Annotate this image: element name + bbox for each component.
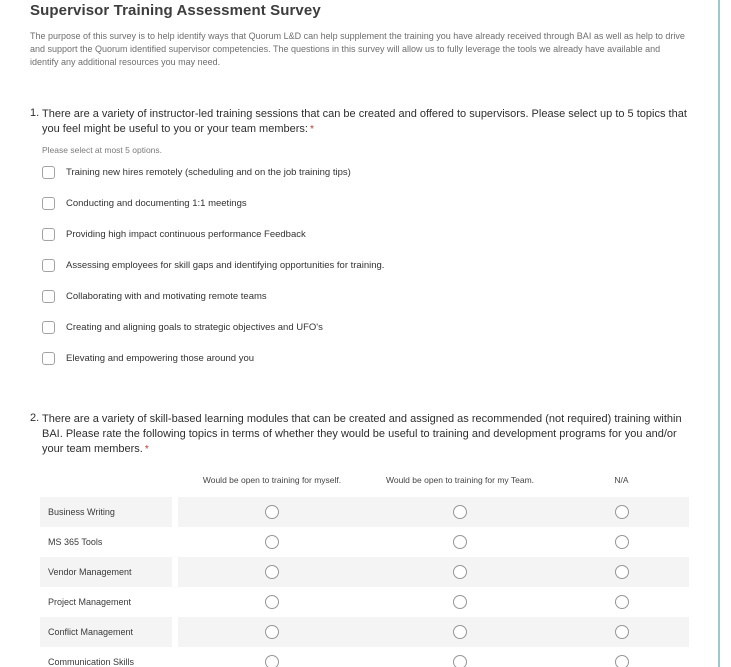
checkbox[interactable]	[42, 321, 55, 334]
radio-team[interactable]	[453, 505, 467, 519]
checkbox[interactable]	[42, 290, 55, 303]
radio-myself[interactable]	[265, 625, 279, 639]
checkbox[interactable]	[42, 166, 55, 179]
likert-table	[40, 471, 689, 667]
question-2-number: 2.	[30, 412, 40, 424]
page-description: The purpose of this survey is to help identify ways that Quorum L&D can help supplement the training you have already received through BAI as well as help to drive and support the Quorum identified supervisor competencies. The questions in this survey will allow us to fully leverage the tools we already have available and identify any additional resources you may need.	[30, 31, 685, 67]
checkbox-option[interactable]	[42, 258, 700, 272]
likert-column-header: N/A	[614, 475, 629, 485]
likert-column-header: Would be open to training for my Team.	[385, 475, 535, 485]
likert-cell	[554, 617, 689, 647]
likert-cell	[178, 617, 366, 647]
checkbox[interactable]	[42, 259, 55, 272]
likert-row	[40, 647, 689, 667]
checkbox-option[interactable]	[42, 289, 700, 303]
likert-row	[40, 617, 689, 647]
likert-cell	[366, 527, 554, 557]
likert-cell	[178, 587, 366, 617]
likert-row	[40, 497, 689, 527]
likert-row-label: Project Management	[40, 587, 178, 617]
checkbox-option[interactable]	[42, 351, 700, 365]
likert-cell	[178, 527, 366, 557]
radio-team[interactable]	[453, 535, 467, 549]
likert-header-row	[40, 471, 689, 497]
likert-cell	[178, 557, 366, 587]
likert-row	[40, 527, 689, 557]
radio-na[interactable]	[615, 595, 629, 609]
page-edge-divider	[718, 0, 720, 667]
radio-myself[interactable]	[265, 535, 279, 549]
likert-row-label: Vendor Management	[40, 557, 178, 587]
checkbox[interactable]	[42, 228, 55, 241]
checkbox[interactable]	[42, 352, 55, 365]
radio-myself[interactable]	[265, 655, 279, 667]
likert-header-spacer	[40, 471, 178, 475]
page-title: Supervisor Training Assessment Survey	[30, 2, 321, 19]
radio-team[interactable]	[453, 655, 467, 667]
likert-cell	[178, 647, 366, 667]
checkbox-label: Creating and aligning goals to strategic objectives and UFO's	[66, 321, 323, 333]
likert-row	[40, 557, 689, 587]
radio-myself[interactable]	[265, 595, 279, 609]
question-2	[30, 412, 700, 457]
likert-row-label: Conflict Management	[40, 617, 178, 647]
radio-na[interactable]	[615, 655, 629, 667]
question-1-number: 1.	[30, 107, 40, 119]
likert-row-label: MS 365 Tools	[40, 527, 178, 557]
checkbox-option[interactable]	[42, 227, 700, 241]
checkbox-option[interactable]	[42, 165, 700, 179]
radio-na[interactable]	[615, 625, 629, 639]
checkbox-label: Providing high impact continuous performance Feedback	[66, 228, 306, 240]
checkbox-label: Assessing employees for skill gaps and identifying opportunities for training.	[66, 259, 385, 271]
checkbox-option-list	[42, 165, 700, 365]
checkbox[interactable]	[42, 197, 55, 210]
likert-cell	[366, 617, 554, 647]
question-1-text-body: There are a variety of instructor-led training sessions that can be created and offered to supervisors. Please select up to 5 topics that you feel might be useful to you or your team members:	[42, 108, 687, 135]
likert-row-label: Communication Skills	[40, 647, 178, 667]
question-1	[30, 107, 700, 137]
radio-team[interactable]	[453, 625, 467, 639]
question-2-text-body: There are a variety of skill-based learning modules that can be created and assigned as recommended (not required) training within BAI. Please rate the following topics in terms of whether they would be useful to training and development programs for you and/or your team members.	[42, 413, 682, 455]
question-2-text	[42, 412, 700, 457]
likert-cell	[554, 587, 689, 617]
likert-column-header: Would be open to training for myself.	[202, 475, 342, 485]
likert-cell	[366, 557, 554, 587]
checkbox-label: Conducting and documenting 1:1 meetings	[66, 197, 247, 209]
likert-row-label: Business Writing	[40, 497, 178, 527]
likert-cell	[554, 497, 689, 527]
radio-team[interactable]	[453, 565, 467, 579]
likert-cell	[366, 587, 554, 617]
likert-cell	[554, 557, 689, 587]
likert-rows	[40, 497, 689, 667]
checkbox-label: Collaborating with and motivating remote teams	[66, 290, 267, 302]
checkbox-label: Elevating and empowering those around you	[66, 352, 255, 364]
radio-na[interactable]	[615, 565, 629, 579]
checkbox-option[interactable]	[42, 196, 700, 210]
radio-team[interactable]	[453, 595, 467, 609]
radio-na[interactable]	[615, 505, 629, 519]
likert-cell	[178, 497, 366, 527]
likert-cell	[554, 527, 689, 557]
radio-myself[interactable]	[265, 505, 279, 519]
likert-cell	[366, 497, 554, 527]
required-asterisk: *	[144, 444, 149, 455]
radio-na[interactable]	[615, 535, 629, 549]
question-1-text	[42, 107, 700, 137]
question-1-hint: Please select at most 5 options.	[42, 145, 163, 155]
radio-myself[interactable]	[265, 565, 279, 579]
likert-cell	[554, 647, 689, 667]
likert-row	[40, 587, 689, 617]
checkbox-option[interactable]	[42, 320, 700, 334]
likert-cell	[366, 647, 554, 667]
required-asterisk: *	[309, 124, 314, 135]
checkbox-label: Training new hires remotely (scheduling and on the job training tips)	[66, 166, 351, 178]
